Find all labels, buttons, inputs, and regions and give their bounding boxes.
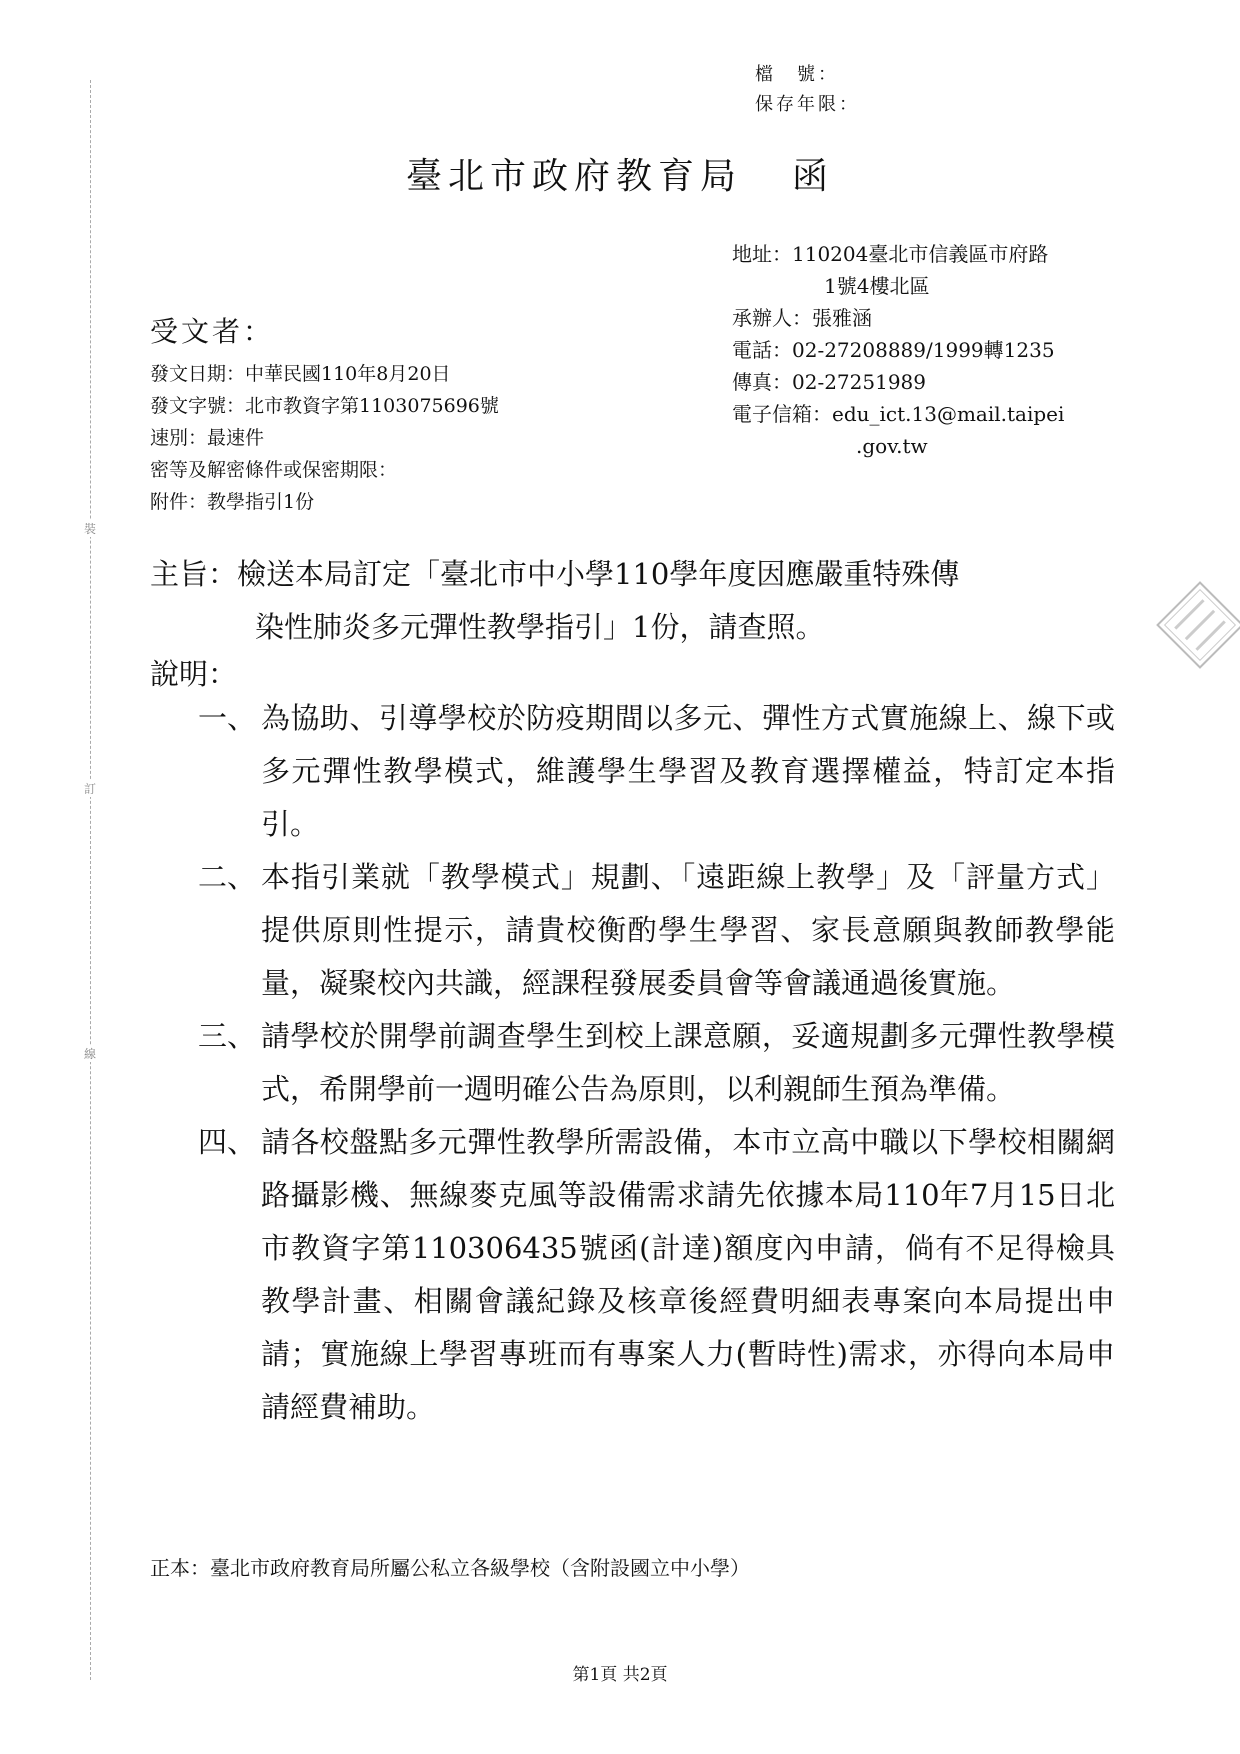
fax: 傳真：02-27251989: [732, 370, 927, 394]
issue-date: 發文日期：中華民國110年8月20日: [150, 363, 451, 385]
item-number: 三、: [198, 1019, 257, 1053]
contact-block: [732, 238, 1064, 462]
agency-name: 臺北市政府教育局: [405, 156, 742, 197]
address-line: 地址：110204臺北市信義區市府路: [732, 242, 1049, 266]
binding-label-bottom: 線: [80, 1045, 100, 1062]
recipient-label: 受文者：: [150, 315, 275, 348]
file-number-label: 檔 號：: [755, 64, 839, 85]
phone: 電話：02-27208889/1999轉1235: [732, 338, 1055, 362]
issue-number: 發文字號：北市教資字第1103075696號: [150, 395, 499, 417]
description-items: [198, 692, 1115, 1434]
security: 密等及解密條件或保密期限：: [150, 459, 398, 481]
item-text: 為協助、引導學校於防疫期間以多元、彈性方式實施線上、線下或多元彈性教學模式，維護學生學習及教育選擇權益，特訂定本指引。: [261, 701, 1115, 841]
list-item: [198, 692, 1115, 851]
email-line-2: .gov.tw: [856, 434, 928, 458]
speed: 速別：最速件: [150, 427, 265, 449]
binding-label-middle: 訂: [80, 780, 100, 797]
item-number: 二、: [198, 860, 257, 894]
copy-to: 正本：臺北市政府教育局所屬公私立各級學校（含附設國立中小學）: [150, 1556, 750, 1580]
attachment: 附件：教學指引1份: [150, 491, 315, 513]
page-number: 第1頁 共2頁: [572, 1665, 668, 1685]
subject: [150, 548, 1115, 654]
list-item: [198, 1116, 1115, 1434]
description-label: 說明：: [150, 657, 238, 691]
item-text: 請學校於開學前調查學生到校上課意願，妥適規劃多元彈性教學模式，希開學前一週明確公告為原則，以利親師生預為準備。: [261, 1019, 1115, 1106]
item-number: 四、: [198, 1125, 257, 1159]
retention-label: 保存年限：: [755, 94, 860, 115]
file-info: [755, 60, 860, 120]
binding-line: [90, 80, 91, 1680]
email: 電子信箱：edu_ict.13@mail.taipei: [732, 402, 1065, 426]
address-line-2: 1號4樓北區: [824, 274, 930, 298]
handler: 承辦人：張雅涵: [732, 306, 872, 330]
meta-block: [150, 358, 499, 518]
doc-type: 函: [792, 156, 835, 197]
subject-line-2: 染性肺炎多元彈性教學指引」1份，請查照。: [255, 610, 825, 644]
official-seal-icon: [1155, 580, 1240, 670]
binding-label-top: 裝: [80, 520, 100, 537]
subject-line-1: 主旨：檢送本局訂定「臺北市中小學110學年度因應嚴重特殊傳: [150, 557, 960, 591]
item-text: 本指引業就「教學模式」規劃、「遠距線上教學」及「評量方式」提供原則性提示，請貴校衡酌學生學習、家長意願與教師教學能量，凝聚校內共識，經課程發展委員會等會議通過後實施。: [261, 860, 1115, 1000]
item-text: 請各校盤點多元彈性教學所需設備，本市立高中職以下學校相關網路攝影機、無線麥克風等設備需求請先依據本局110年7月15日北市教資字第110306435號函(計達)額度內申請，倘有不足得檢具教學計畫、相關會議紀錄及核章後經費明細表專案向本局提出申請；實施線上學習專班而有專案人力(暫時性)需求，亦得向本局申請經費補助。: [261, 1125, 1115, 1424]
item-number: 一、: [198, 701, 257, 735]
list-item: [198, 851, 1115, 1010]
document-title: [0, 148, 1240, 199]
list-item: [198, 1010, 1115, 1116]
